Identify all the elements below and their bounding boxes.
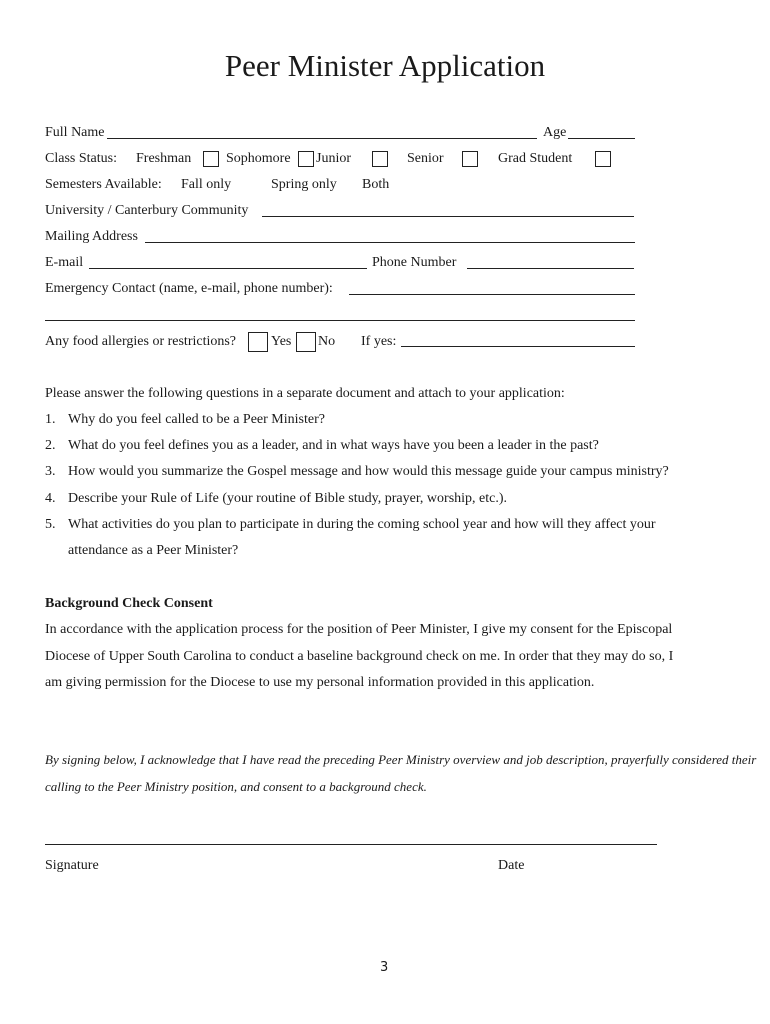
grad-student-checkbox[interactable] [595,151,611,167]
university-field[interactable] [262,216,634,217]
date-label: Date [498,858,525,873]
signature-label: Signature [45,858,99,873]
university-label: University / Canterbury Community [45,203,249,218]
question-text: How would you summarize the Gospel message and how would this message guide your campus ministry? [68,464,669,479]
acknowledge-line: calling to the Peer Ministry position, and consent to a background check. [45,779,427,794]
phone-label: Phone Number [372,255,457,270]
question-text: What activities do you plan to participate in during the coming school year and how will they affect your [68,517,656,532]
age-label: Age [543,125,567,140]
allergies-detail-field[interactable] [401,346,635,347]
age-field[interactable] [568,138,635,139]
phone-field[interactable] [467,268,634,269]
full-name-field[interactable] [107,138,537,139]
allergies-if-yes-label: If yes: [361,334,397,349]
consent-line: Diocese of Upper South Carolina to conduct a baseline background check on me. In order that they may do so, I [45,649,674,664]
signature-date-line[interactable] [45,844,657,845]
email-label: E-mail [45,255,84,270]
question-text: Why do you feel called to be a Peer Minister? [68,412,325,427]
senior-checkbox[interactable] [462,151,478,167]
consent-heading: Background Check Consent [45,596,213,611]
class-option-freshman: Freshman [136,151,192,166]
acknowledge-line: By signing below, I acknowledge that I have read the preceding Peer Ministry overview and job description, prayerfully considered their [45,752,757,767]
allergies-no-label: No [318,334,336,349]
allergies-yes-checkbox[interactable] [248,332,268,352]
semester-option-fall: Fall only [181,177,232,192]
allergies-label: Any food allergies or restrictions? [45,334,237,349]
class-option-junior: Junior [316,151,351,166]
semesters-label: Semesters Available: [45,177,162,192]
questions-intro: Please answer the following questions in a separate document and attach to your application: [45,386,565,401]
junior-checkbox[interactable] [372,151,388,167]
question-text: Describe your Rule of Life (your routine of Bible study, prayer, worship, etc.). [68,491,508,506]
question-text: What do you feel defines you as a leader, and in what ways have you been a leader in the past? [68,438,599,453]
class-option-grad: Grad Student [498,151,573,166]
emergency-contact-field[interactable] [349,294,635,295]
mailing-address-label: Mailing Address [45,229,138,244]
semester-option-both: Both [362,177,390,192]
freshman-checkbox[interactable] [203,151,219,167]
question-number: 2. [45,438,56,453]
page-number: 3 [380,960,389,975]
class-status-label: Class Status: [45,151,117,166]
allergies-no-checkbox[interactable] [296,332,316,352]
question-number: 3. [45,464,56,479]
page-title: Peer Minister Application [224,48,546,83]
mailing-address-field[interactable] [145,242,635,243]
class-option-senior: Senior [407,151,444,166]
allergies-yes-label: Yes [271,334,292,349]
question-number: 1. [45,412,56,427]
emergency-contact-field-line2[interactable] [45,320,635,321]
class-option-sophomore: Sophomore [226,151,291,166]
emergency-contact-label: Emergency Contact (name, e-mail, phone number): [45,281,333,296]
full-name-label: Full Name [45,125,105,140]
question-text-continued: attendance as a Peer Minister? [68,543,239,558]
question-number: 4. [45,491,56,506]
semester-option-spring: Spring only [271,177,337,192]
sophomore-checkbox[interactable] [298,151,314,167]
question-number: 5. [45,517,56,532]
consent-line: am giving permission for the Diocese to use my personal information provided in this application. [45,675,595,690]
consent-line: In accordance with the application process for the position of Peer Minister, I give my consent for the Episcopal [45,622,673,637]
email-field[interactable] [89,268,367,269]
